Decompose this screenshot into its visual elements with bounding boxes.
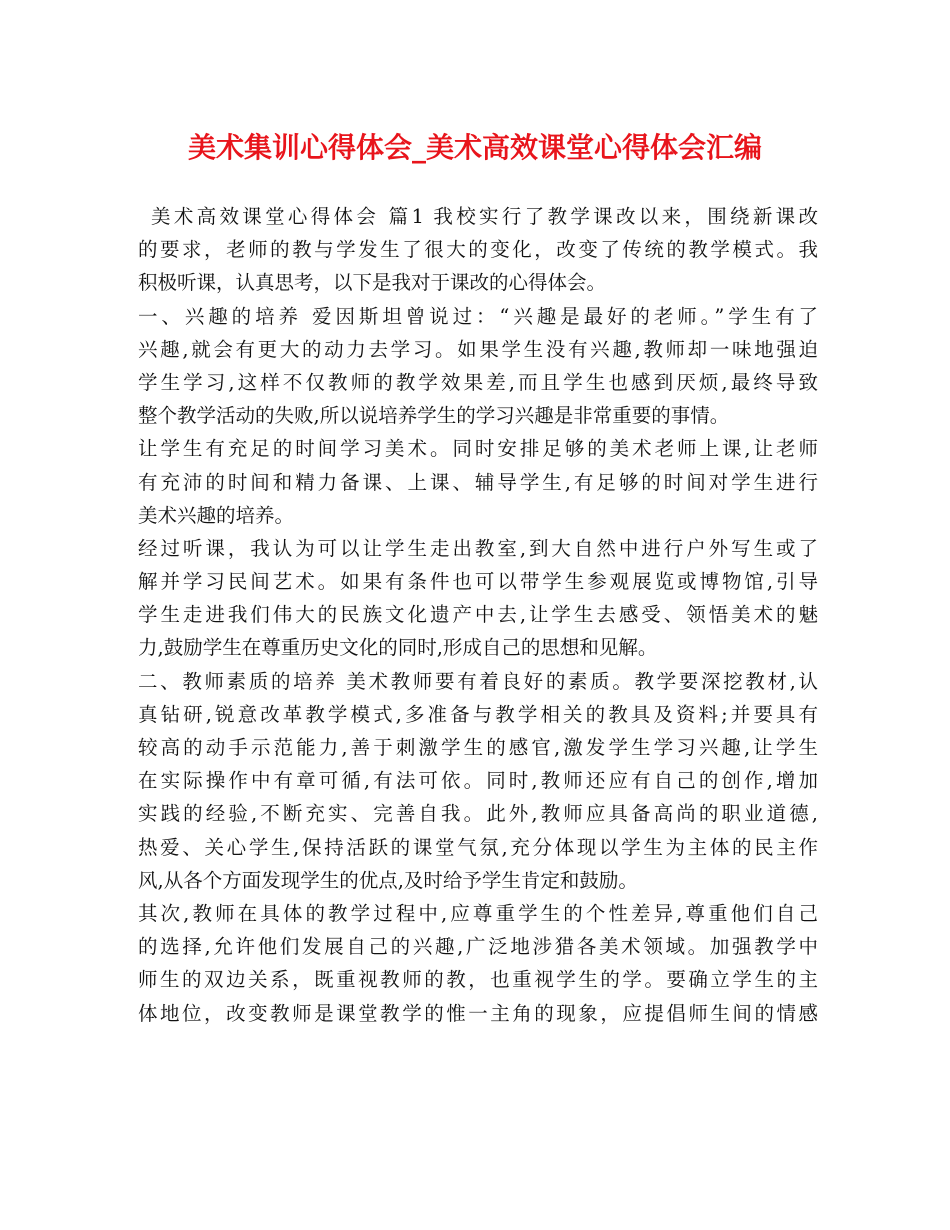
text-line: 力,鼓励学生在尊重历史文化的同时,形成自己的思想和见解。: [138, 636, 658, 660]
text-line: 让学生有充足的时间学习美术。同时安排足够的美术老师上课,让老师: [138, 437, 818, 461]
document-body: [138, 200, 818, 1030]
text-line: 学生走进我们伟大的民族文化遗产中去,让学生去感受、领悟美术的魅: [138, 603, 818, 627]
text-line: 真钻研,锐意改革教学模式,多准备与教学相关的教具及资料;并要具有: [138, 702, 818, 726]
text-line: 经过听课，我认为可以让学生走出教室,到大自然中进行户外写生或了: [138, 536, 818, 560]
text-line: 师生的双边关系，既重视教师的教，也重视学生的学。要确立学生的主: [138, 968, 818, 992]
text-line: 体地位，改变教师是课堂教学的惟一主角的现象，应提倡师生间的情感: [138, 1001, 818, 1025]
text-line: 美术兴趣的培养。: [138, 503, 295, 527]
text-line: 的选择,允许他们发展自己的兴趣,广泛地涉猎各美术领域。加强教学中: [138, 935, 818, 959]
text-line: 积极听课，认真思考，以下是我对于课改的心得体会。: [138, 271, 607, 295]
text-line: 风,从各个方面发现学生的优点,及时给予学生肯定和鼓励。: [138, 868, 638, 892]
text-line: 兴趣,就会有更大的动力去学习。如果学生没有兴趣,教师却一味地强迫: [138, 337, 818, 361]
text-line: 学生学习,这样不仅教师的教学效果差,而且学生也感到厌烦,最终导致: [138, 370, 818, 394]
text-line: 热爱、关心学生,保持活跃的课堂气氛,充分体现以学生为主体的民主作: [138, 835, 818, 859]
text-line: 其次,教师在具体的教学过程中,应尊重学生的个性差异,尊重他们自己: [138, 901, 818, 925]
text-line: 较高的动手示范能力,善于刺激学生的感官,激发学生学习兴趣,让学生: [138, 736, 818, 759]
text-line: 在实际操作中有章可循,有法可依。同时,教师还应有自己的创作,增加: [138, 769, 818, 793]
text-line: 美术高效课堂心得体会 篇1 我校实行了教学课改以来，围绕新课改: [151, 205, 818, 228]
text-line: 二、教师素质的培养 美术教师要有着良好的素质。教学要深挖教材,认: [138, 669, 818, 693]
text-line: 实践的经验,不断充实、完善自我。此外,教师应具备高尚的职业道德,: [138, 802, 818, 826]
text-line: 一、兴趣的培养 爱因斯坦曾说过：“兴趣是最好的老师。”学生有了: [138, 304, 818, 328]
text-line: 整个教学活动的失败,所以说培养学生的学习兴趣是非常重要的事情。: [138, 404, 730, 428]
text-line: 解并学习民间艺术。如果有条件也可以带学生参观展览或博物馆,引导: [138, 570, 818, 594]
text-line: 有充沛的时间和精力备课、上课、辅导学生,有足够的时间对学生进行: [138, 470, 818, 494]
document-title: 美术集训心得体会_美术高效课堂心得体会汇编: [187, 131, 762, 164]
text-line: 的要求，老师的教与学发生了很大的变化，改变了传统的教学模式。我: [138, 238, 818, 262]
